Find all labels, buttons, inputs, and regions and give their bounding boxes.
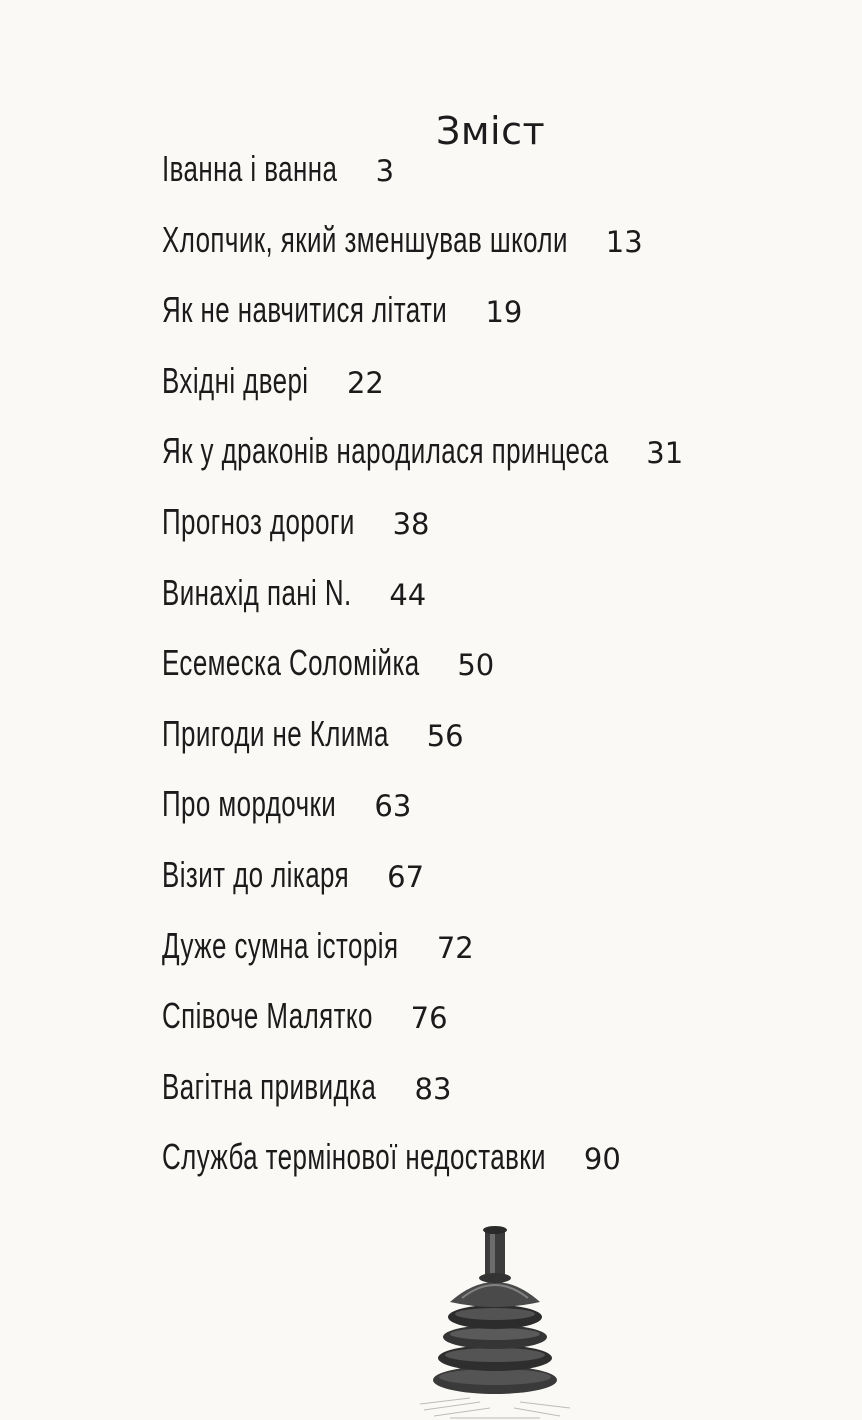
toc-entry[interactable] — [162, 995, 683, 1066]
toc-entry-page: 90 — [583, 1142, 621, 1177]
page-title: Зміст — [436, 109, 546, 154]
toc-entry[interactable] — [162, 783, 683, 854]
toc-entry-page: 56 — [426, 718, 464, 753]
toc-entry-page: 31 — [646, 436, 684, 471]
stacked-pot-icon — [410, 1212, 580, 1420]
toc-entry[interactable] — [162, 501, 683, 572]
toc-entry-title: Служба термінової недоставки — [162, 1136, 546, 1178]
toc-entry-page: 83 — [414, 1071, 452, 1106]
toc-entry-page: 13 — [605, 224, 643, 259]
toc-entry[interactable] — [162, 854, 683, 925]
toc-entry-page: 50 — [457, 648, 495, 683]
toc-entry-title: Дуже сумна історія — [162, 924, 399, 966]
toc-entry[interactable] — [162, 572, 683, 643]
toc-entry-page: 67 — [387, 859, 425, 894]
toc-entry-title: Прогноз дороги — [162, 500, 355, 542]
toc-entry[interactable] — [162, 925, 683, 996]
toc-entry[interactable] — [162, 219, 683, 290]
toc-entry-page: 3 — [375, 154, 395, 188]
toc-entry-title: Як у драконів народилася принцеса — [162, 430, 609, 472]
toc-entry-page: 63 — [374, 789, 412, 824]
toc-entry[interactable] — [162, 713, 683, 784]
toc-entry-page: 19 — [485, 295, 523, 330]
toc-entry[interactable] — [162, 1136, 683, 1207]
toc-entry-title: Пригоди не Клима — [162, 712, 389, 754]
toc-entry[interactable] — [162, 642, 683, 713]
toc-entry[interactable] — [162, 289, 683, 360]
toc-entry-title: Візит до лікаря — [162, 853, 350, 895]
toc-entry-title: Співоче Малятко — [162, 995, 373, 1037]
toc-entry-title: Як не навчитися літати — [162, 289, 448, 331]
toc-entry-title: Хлопчик, який зменшував школи — [162, 218, 568, 260]
toc-entry-page: 72 — [436, 930, 474, 965]
toc-entry[interactable] — [162, 360, 683, 431]
toc-entry-title: Вагітна привидка — [162, 1065, 377, 1107]
toc-entry-title: Про мордочки — [162, 783, 337, 825]
toc-entry-page: 44 — [389, 577, 427, 612]
toc-entry-page: 22 — [346, 365, 384, 400]
toc-entry-title: Іванна і ванна — [162, 148, 338, 189]
toc-entry-page: 76 — [410, 1001, 448, 1036]
table-of-contents — [162, 148, 683, 1207]
toc-entry-title: Вхідні двері — [162, 359, 309, 401]
toc-entry[interactable] — [162, 430, 683, 501]
toc-entry-title: Есемеска Соломійка — [162, 642, 420, 684]
toc-entry[interactable] — [162, 148, 683, 219]
toc-entry-title: Винахід пані N. — [162, 571, 352, 613]
toc-entry-page: 38 — [392, 506, 430, 541]
toc-entry[interactable] — [162, 1066, 683, 1137]
